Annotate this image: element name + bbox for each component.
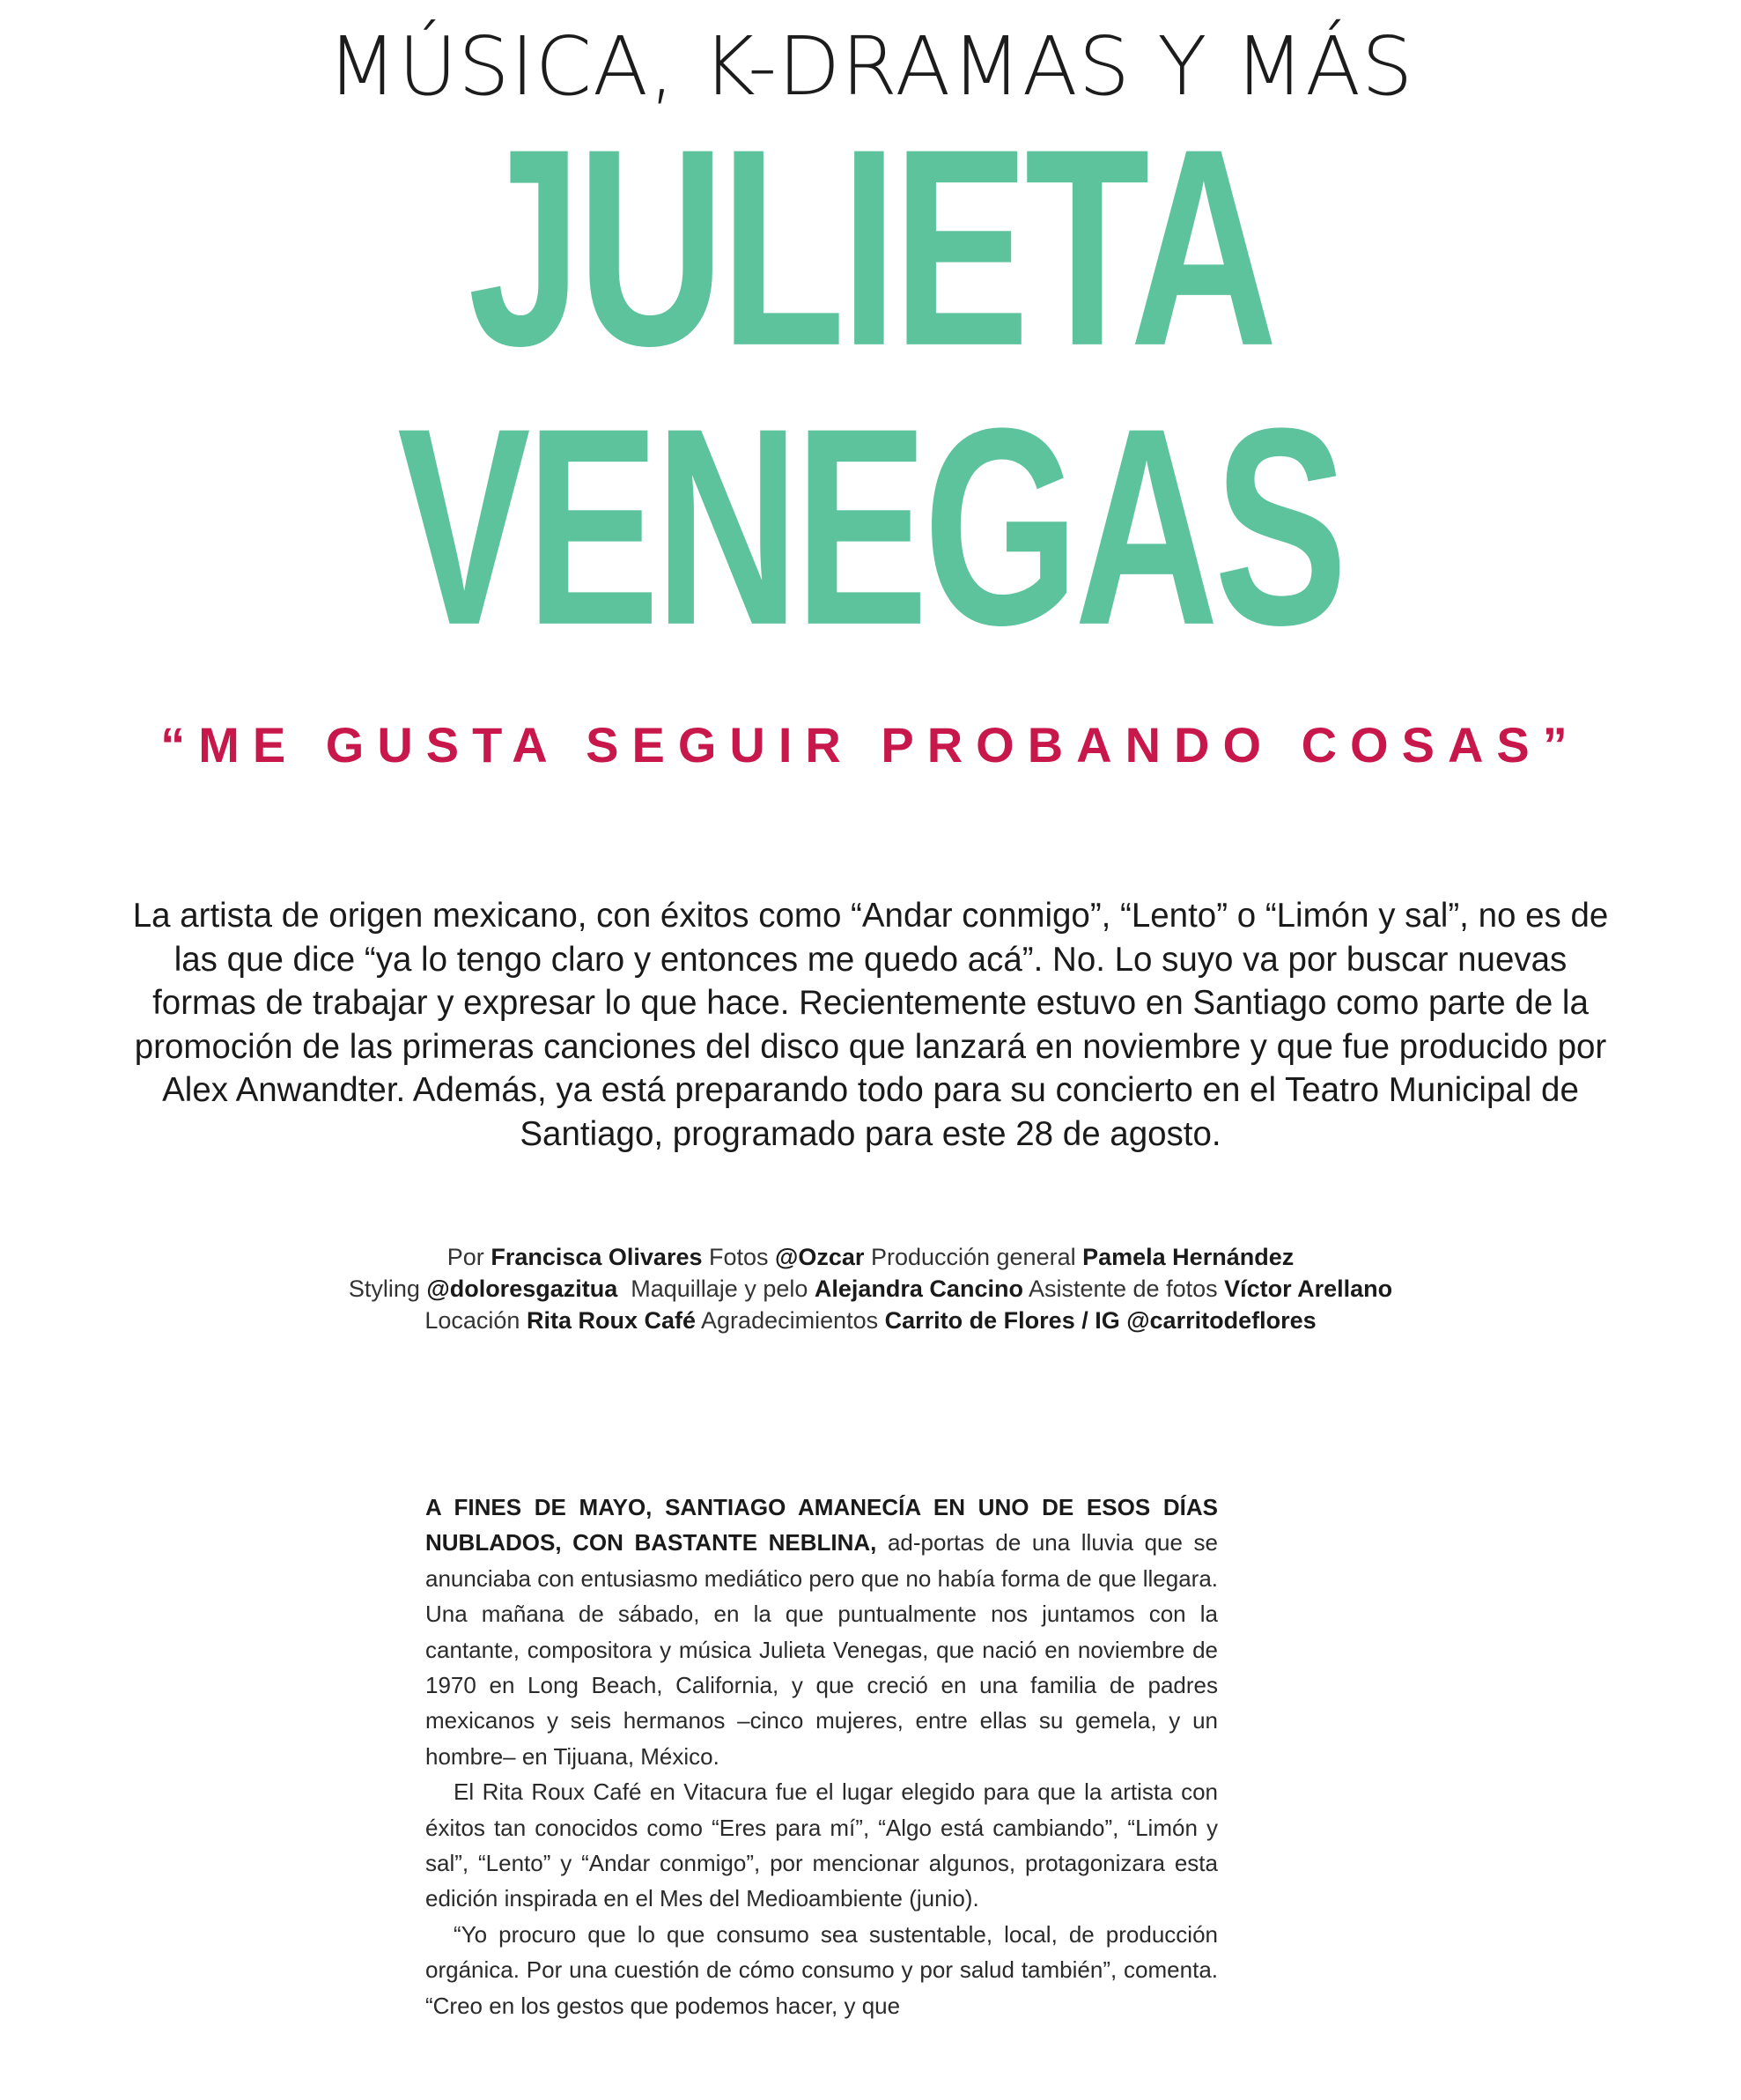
section-kicker: MÚSICA, K-DRAMAS Y MÁS	[327, 19, 1414, 114]
credits-block	[132, 1241, 1609, 1336]
body-paragraph-1	[425, 1490, 1218, 1774]
lead-in-caps: A FINES DE MAYO, SANTIAGO AMANECÍA EN UNO DE ESOS DÍAS NUBLADOS, CON BASTANTE NEBLINA,	[425, 1494, 1218, 1557]
credits-line-1	[132, 1241, 1609, 1273]
credits-line-2	[132, 1273, 1609, 1305]
credit-name: Francisca Olivares	[491, 1244, 703, 1270]
credit-label: Producción general	[870, 1244, 1076, 1270]
body-paragraph-1-text: ad-portas de una lluvia que se anunciaba con entusiasmo mediático pero que no había forma de que llegara. Una mañana de sábado, en la que puntualmente nos juntamos con la cantante, compositora y música Julieta Venegas, que nació en noviembre de 1970 en Long Beach, California, y que creció en una familia de padres mexicanos y seis hermanos –cinco mujeres, entre ellas su gemela, y un hombre– en Tijuana, México.	[425, 1529, 1218, 1770]
credit-label: Por	[446, 1244, 484, 1270]
credits-line-3	[132, 1305, 1609, 1336]
credit-label: Locación	[424, 1307, 520, 1334]
body-paragraph-2: El Rita Roux Café en Vitacura fue el lugar elegido para que la artista con éxitos tan conocidos como “Eres para mí”, “Algo está cambiando”, “Limón y sal”, “Lento” y “Andar conmigo”, por mencionar algunos, protagonizara esta edición inspirada en el Mes del Medioambiente (junio).	[425, 1778, 1218, 1912]
credit-label: Maquillaje y pelo	[631, 1276, 808, 1302]
credit-label: Agradecimientos	[701, 1307, 879, 1334]
headline-last-name	[0, 371, 1741, 684]
credit-name: @doloresgazitua	[426, 1276, 618, 1302]
credit-label: Asistente de fotos	[1028, 1276, 1218, 1302]
article-body	[425, 1490, 1218, 2023]
headline-word-julieta: JULIETA	[468, 92, 1273, 405]
credit-label: Styling	[348, 1276, 420, 1302]
headline-word-venegas: VENEGAS	[397, 371, 1344, 684]
intro-paragraph: La artista de origen mexicano, con éxitos como “Andar conmigo”, “Lento” o “Limón y sal”, no es de las que dice “ya lo tengo claro y entonces me quedo acá”. No. Lo suyo va por buscar nuevas formas de trabajar y expresar lo que hace. Recientemente estuvo en Santiago como parte de la promoción de las primeras canciones del disco que lanzará en noviembre y que fue producido por Alex Anwandter. Además, ya está preparando todo para su concierto en el Teatro Municipal de Santiago, programado para este 28 de agosto.	[132, 897, 1609, 1153]
pull-quote: “ME GUSTA SEGUIR PROBANDO COSAS”	[160, 717, 1581, 773]
credit-name: @Ozcar	[775, 1244, 865, 1270]
credit-name: Víctor Arellano	[1224, 1276, 1393, 1302]
credit-name: Carrito de Flores / IG @carritodeflores	[884, 1307, 1317, 1334]
credit-name: Alejandra Cancino	[814, 1276, 1023, 1302]
body-paragraph-3: “Yo procuro que lo que consumo sea sustentable, local, de producción orgánica. Por una cuestión de cómo consumo y por salud también”, comenta. “Creo en los gestos que podemos hacer, y que	[425, 1920, 1218, 2019]
headline-first-name	[0, 92, 1741, 405]
credit-name: Rita Roux Café	[526, 1307, 697, 1334]
credit-label: Fotos	[709, 1244, 769, 1270]
credit-name: Pamela Hernández	[1082, 1244, 1295, 1270]
